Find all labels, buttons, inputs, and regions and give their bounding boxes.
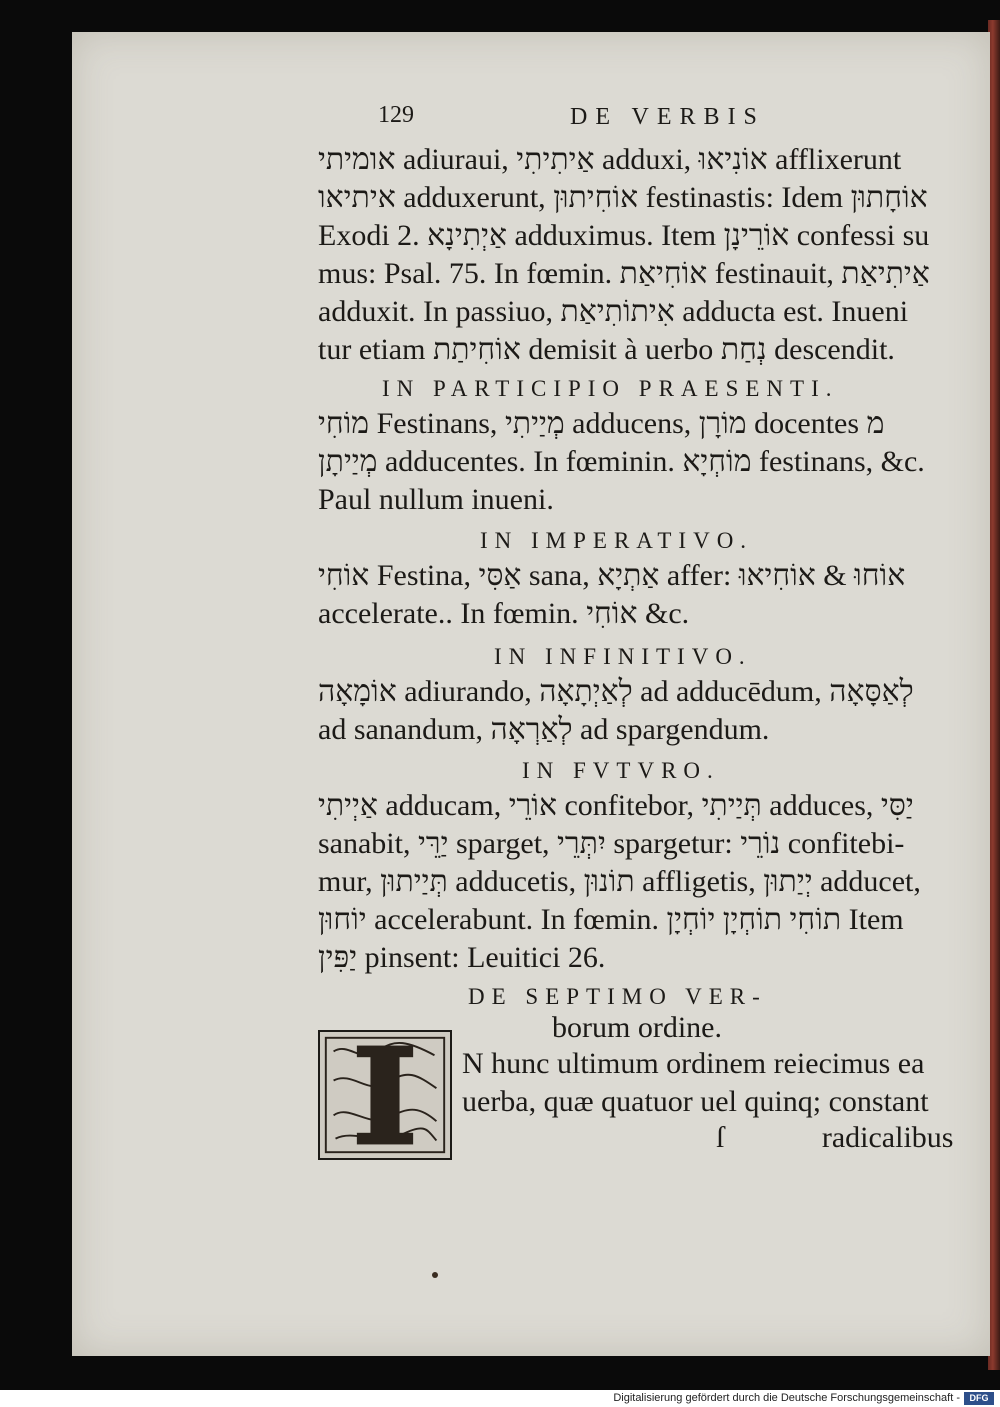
text-line: ad sanandum, לְאַרְאָה ad spargendum. [318,713,770,746]
text-line: uerba, quæ quatuor uel quinq; constant [462,1085,929,1118]
text-line: אַיְיתִי adducam, אוֹרֵי confitebor, תְּיַיתִי adduces, יַסִּי [318,789,914,822]
running-title: DE VERBIS [570,104,765,130]
section-heading: DE SEPTIMO VER- [468,984,767,1009]
text-line: adduxit. In passiuo, אִיתוֹתִיאַת adducta est. Inueni [318,295,909,328]
text-line: אומיתי adiuraui, אַיתִיתִי adduxi, אוֹנִיאוּ afflixerunt [318,143,902,176]
text-line: mus: Psal. 75. In fœmin. אוֹחִיאַת festinauit, אַיתִיאַת [318,257,930,290]
section-heading: IN IMPERATIVO. [480,528,754,553]
footer-bar [0,1390,1000,1407]
section-heading: IN FVTVRO. [522,758,720,783]
decorated-initial [318,1030,452,1160]
text-line: tur etiam אוֹחִיתַת demisit à uerbo נְחַת descendit. [318,333,895,366]
text-line: מוֹחִי Festinans, מְיַיתִי adducens, מוֹרָן docentes מ [318,407,885,440]
footer-credit: Digitalisierung gefördert durch die Deutsche Forschungsgemeinschaft - [613,1392,960,1404]
text-line: Paul nullum inueni. [318,483,554,516]
text-line: borum ordine. [552,1011,722,1044]
text-line: יַפִּין pinsent: Leuitici 26. [318,941,606,974]
text-line: יוֹחוּן accelerabunt. In fœmin. תוֹחִי תוֹחְיָן יוֹחְיָן Item [318,903,904,936]
dfg-logo: DFG [964,1392,994,1405]
text-line: sanabit, יַרֵּי sparget, יִתְּרֵי spargetur: נוֹרֵי confitebi- [318,827,905,860]
text-line: אוֹחִי Festina, אַסִּי sana, אַתְיָא affer: אוֹחוּ & אוֹחִיאוּ [318,559,906,592]
text-line: אוֹמָאָה adiurando, לְאַיְתָאָה ad adducēdum, לְאַסָּאָה [318,675,914,708]
text-line: ſ radicalibus [716,1121,954,1154]
text-line: Exodi 2. אַיְתִינָא adduximus. Item אוֹרֵינָן confessi su [318,219,930,252]
text-line: mur, תְּיַיתוּן adducetis, תוֹנוּן affligetis, יְיַתוּן adducet, [318,865,921,898]
ink-spot [432,1272,438,1278]
section-heading: IN PARTICIPIO PRAESENTI. [382,376,839,401]
text-line: מְיַיתָן adducentes. In fœminin. מוֹחְיָא festinans, &c. [318,445,925,478]
page-number: 129 [378,102,414,128]
section-heading: IN INFINITIVO. [494,644,752,669]
text-line: N hunc ultimum ordinem reiecimus ea [462,1047,925,1080]
running-head [378,102,898,136]
text-line: איתיאו adduxerunt, אוֹחִיתוּן festinastis: Idem אוֹחָתוּן [318,181,928,214]
text-line: accelerate.. In fœmin. אוֹחִי &c. [318,597,690,630]
